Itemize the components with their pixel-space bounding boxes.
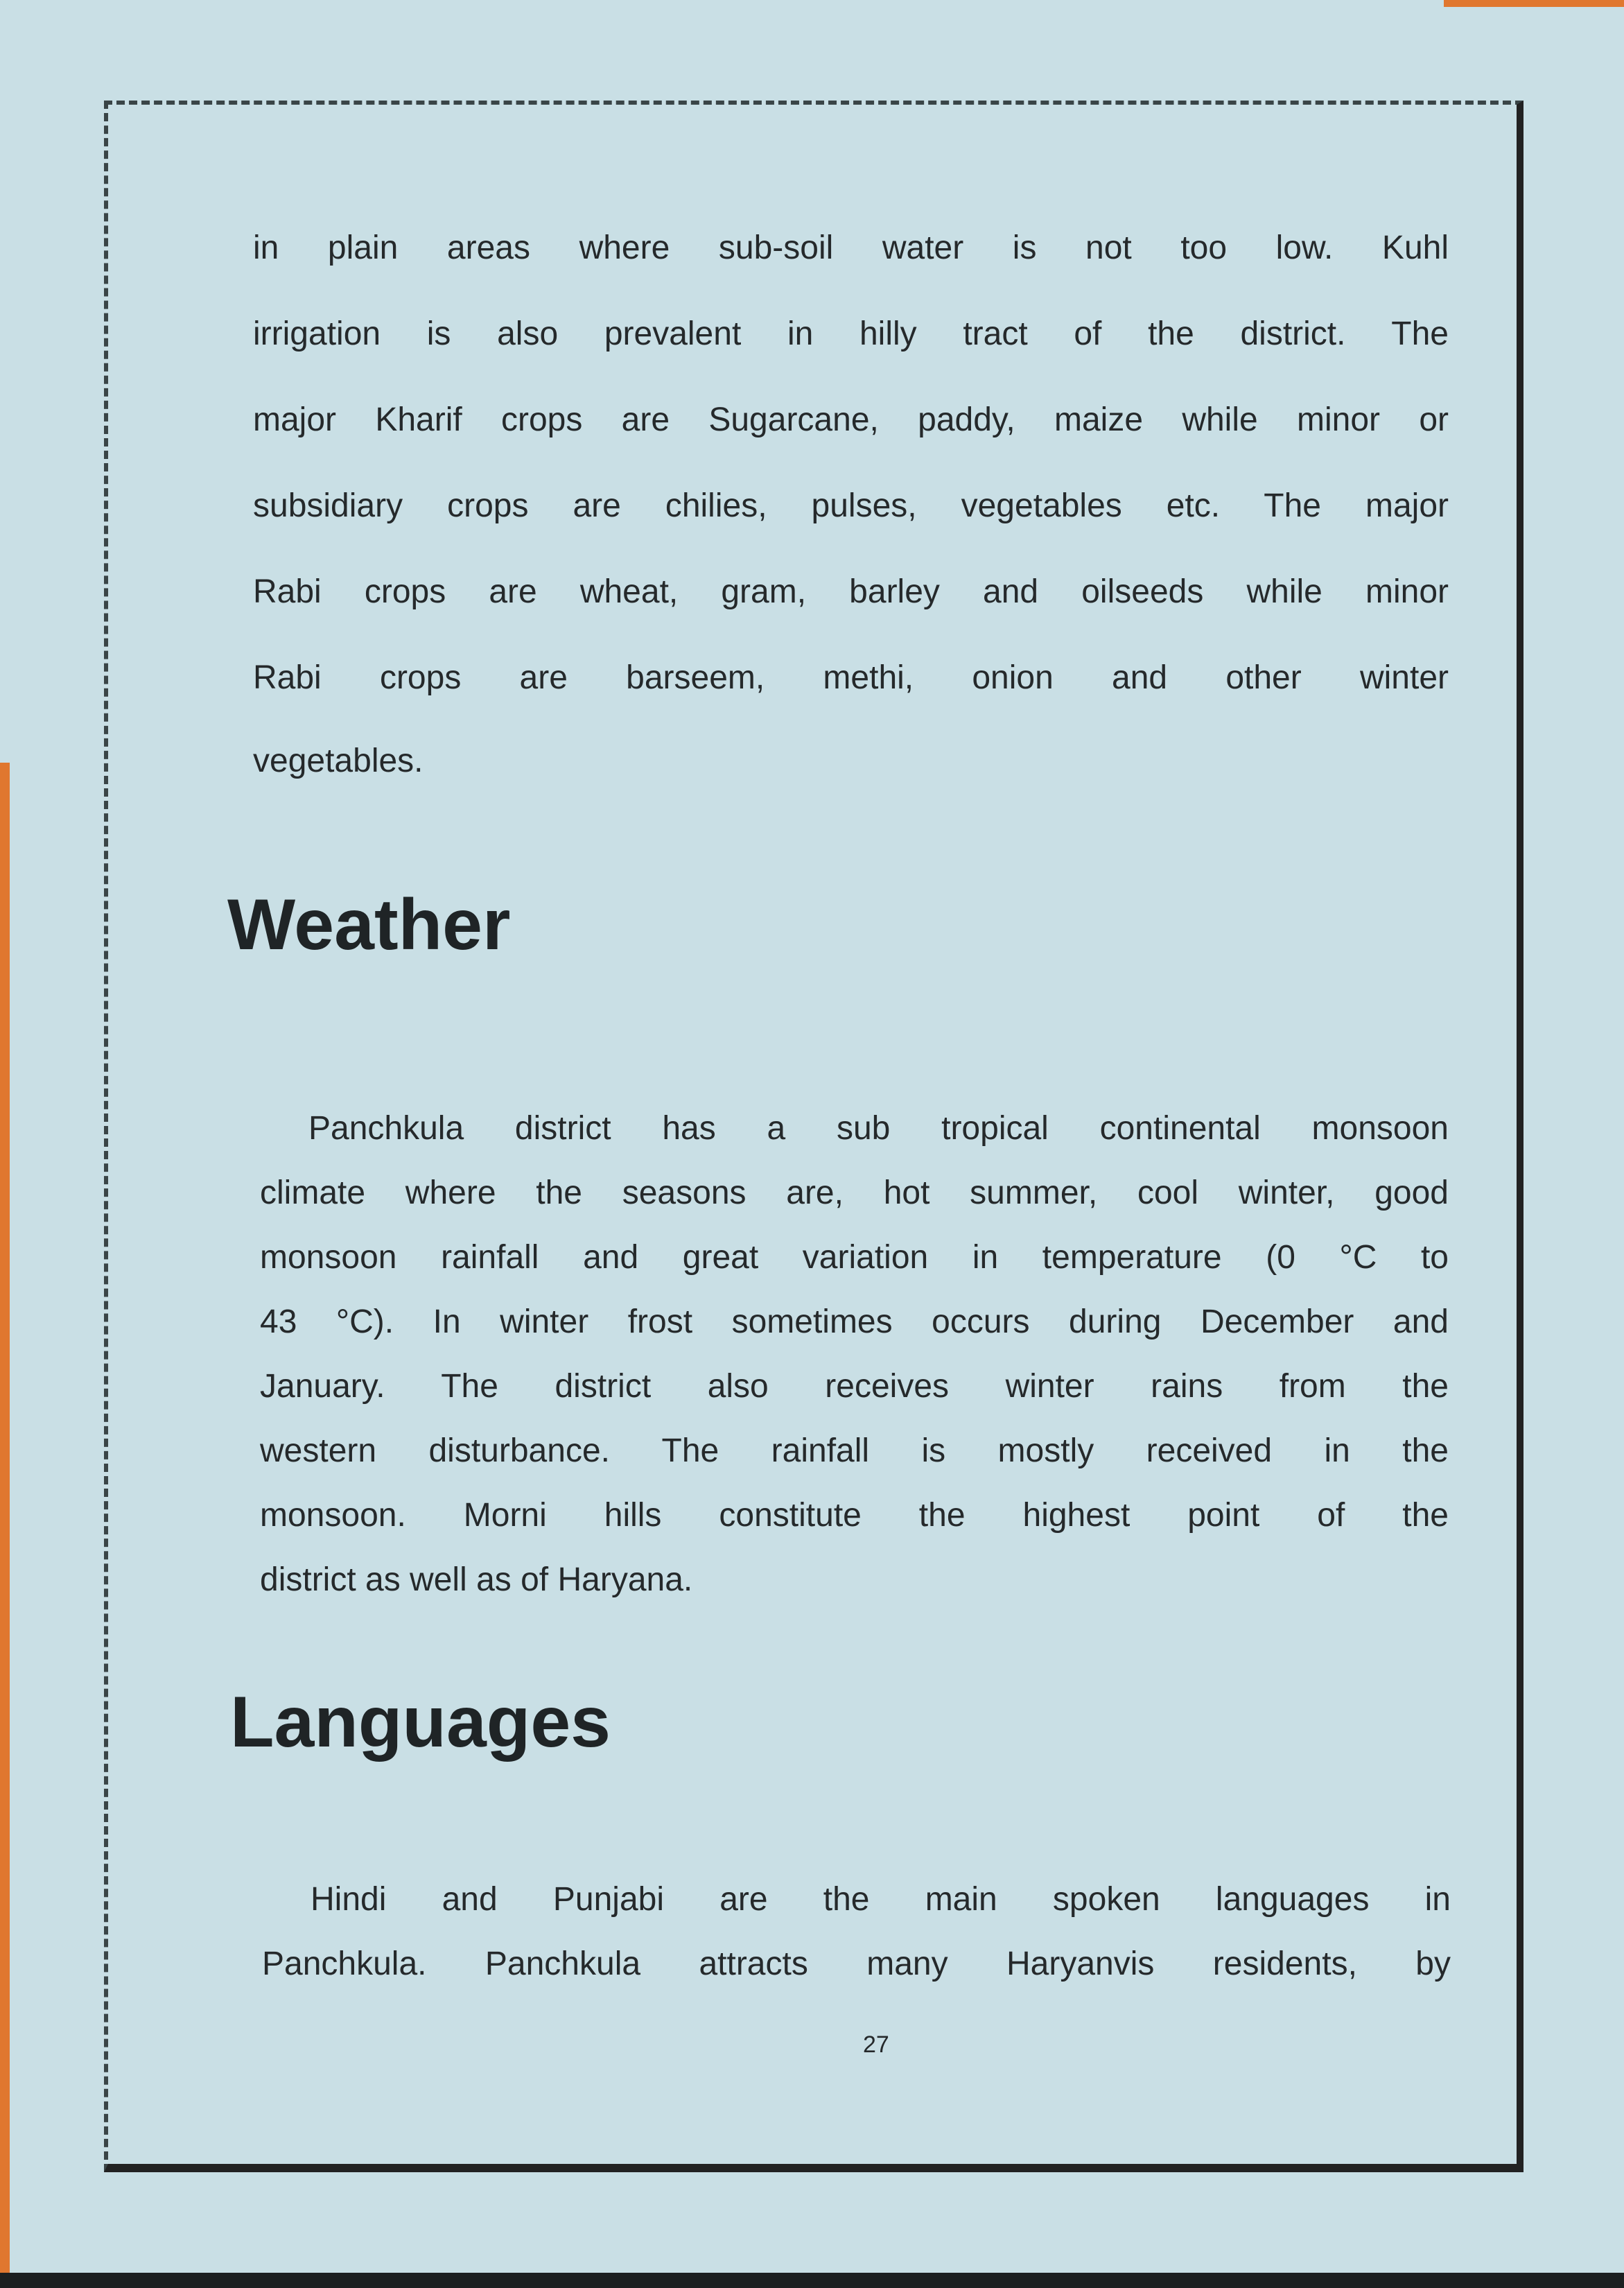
background-edge [1444, 0, 1624, 7]
text-line: January. The district also receives winter rains from the [260, 1368, 1449, 1405]
text-line: in plain areas where sub-soil water is not too low. Kuhl [253, 229, 1449, 266]
text-line: major Kharif crops are Sugarcane, paddy, maize while minor or [253, 401, 1449, 438]
text-line: Rabi crops are wheat, gram, barley and oilseeds while minor [253, 573, 1449, 610]
text-line: Panchkula district has a sub tropical continental monsoon [308, 1110, 1449, 1147]
text-line: monsoon rainfall and great variation in temperature (0 °C to [260, 1239, 1449, 1276]
background-edge [0, 763, 10, 2288]
weather-heading: Weather [227, 885, 511, 965]
text-line: vegetables. [253, 743, 424, 779]
languages-heading: Languages [230, 1682, 611, 1762]
text-line: climate where the seasons are, hot summer, cool winter, good [260, 1175, 1449, 1211]
text-line: Panchkula. Panchkula attracts many Haryanvis residents, by [262, 1945, 1451, 1982]
text-line: subsidiary crops are chilies, pulses, vegetables etc. The major [253, 487, 1449, 524]
text-line: irrigation is also prevalent in hilly tract of the district. The [253, 315, 1449, 352]
background-edge [0, 2273, 1624, 2288]
page-number: 27 [863, 2031, 889, 2058]
text-line: monsoon. Morni hills constitute the highest point of the [260, 1497, 1449, 1534]
text-line: district as well as of Haryana. [260, 1561, 693, 1598]
text-line: Hindi and Punjabi are the main spoken languages in [311, 1881, 1451, 1918]
text-line: Rabi crops are barseem, methi, onion and other winter [253, 659, 1449, 696]
text-line: 43 °C). In winter frost sometimes occurs during December and [260, 1303, 1449, 1340]
text-line: western disturbance. The rainfall is mostly received in the [260, 1432, 1449, 1469]
